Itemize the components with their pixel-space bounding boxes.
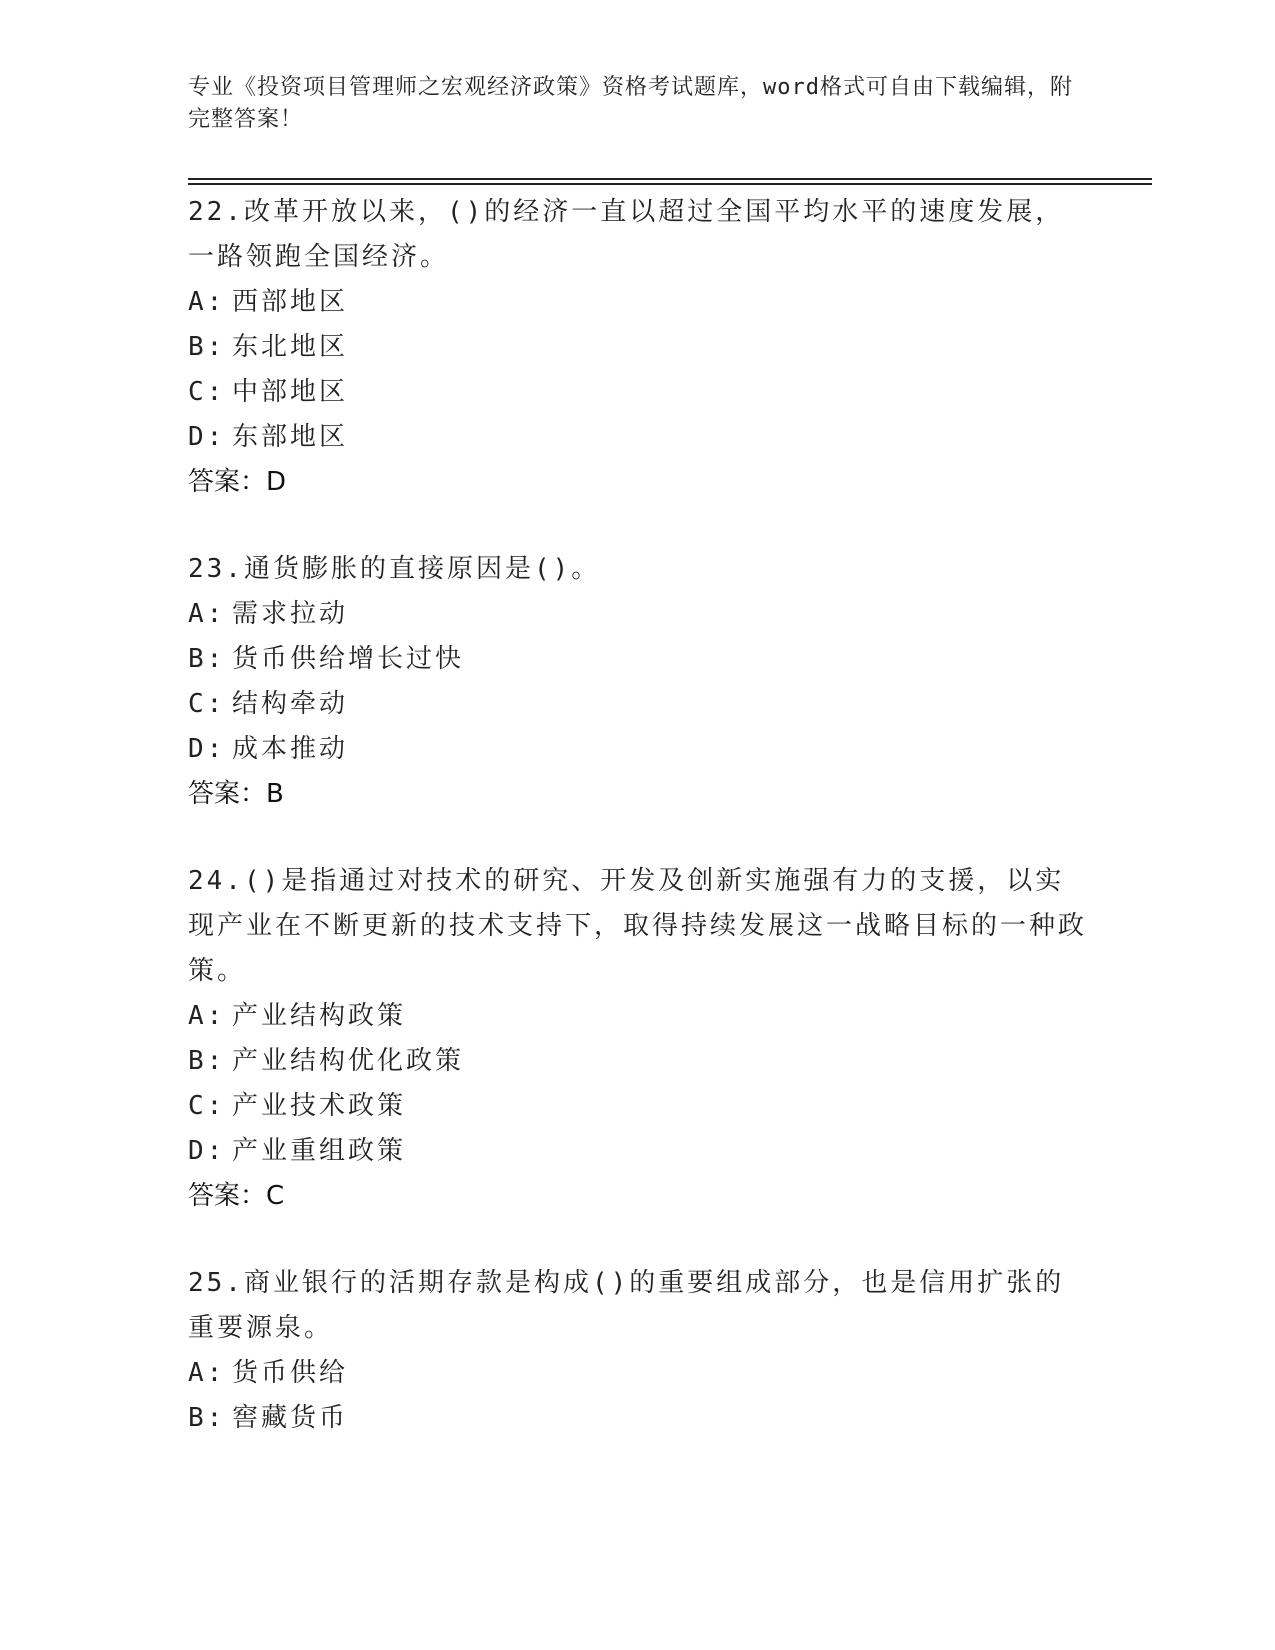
question-stem: 22.改革开放以来，()的经济一直以超过全国平均水平的速度发展，一路领跑全国经济。	[188, 197, 1065, 272]
question-23	[188, 547, 1088, 817]
answer-line: 答案：B	[188, 779, 284, 809]
option-letter: A:	[188, 1001, 226, 1031]
header-divider-top	[188, 178, 1152, 180]
option-letter: C:	[188, 1091, 226, 1121]
option-letter: A:	[188, 287, 226, 317]
option-text: 货币供给增长过快	[232, 644, 465, 674]
option-text: 需求拉动	[232, 599, 349, 629]
option-text: 产业技术政策	[232, 1091, 407, 1121]
option-letter: C:	[188, 689, 226, 719]
option-letter: B:	[188, 1403, 226, 1433]
option-text: 产业结构优化政策	[232, 1046, 465, 1076]
option-letter: B:	[188, 332, 226, 362]
question-25	[188, 1261, 1088, 1441]
option-c	[188, 682, 1088, 727]
option-letter: C:	[188, 377, 226, 407]
option-text: 货币供给	[232, 1358, 349, 1388]
option-a	[188, 280, 1088, 325]
question-stem: 25.商业银行的活期存款是构成()的重要组成部分，也是信用扩张的重要源泉。	[188, 1268, 1065, 1343]
option-letter: D:	[188, 1136, 226, 1166]
option-text: 东北地区	[232, 332, 349, 362]
option-a	[188, 592, 1088, 637]
option-b	[188, 1396, 1088, 1441]
option-b	[188, 637, 1088, 682]
answer-line: 答案：C	[188, 1181, 285, 1211]
option-d	[188, 727, 1088, 772]
header-divider-bottom	[188, 183, 1152, 185]
answer-line: 答案：D	[188, 467, 287, 497]
question-stem: 23.通货膨胀的直接原因是()。	[188, 554, 601, 584]
option-text: 东部地区	[232, 422, 349, 452]
question-list	[188, 190, 1088, 1483]
option-letter: A:	[188, 1358, 226, 1388]
option-text: 产业结构政策	[232, 1001, 407, 1031]
question-22	[188, 190, 1088, 505]
option-a	[188, 1351, 1088, 1396]
option-b	[188, 1039, 1088, 1084]
option-c	[188, 1084, 1088, 1129]
option-text: 结构牵动	[232, 689, 349, 719]
option-text: 窖藏货币	[232, 1403, 349, 1433]
option-text: 中部地区	[232, 377, 349, 407]
option-d	[188, 415, 1088, 460]
document-header: 专业《投资项目管理师之宏观经济政策》资格考试题库，word格式可自由下载编辑，附完整答案！	[188, 75, 1073, 132]
option-b	[188, 325, 1088, 370]
question-24	[188, 859, 1088, 1219]
option-letter: B:	[188, 1046, 226, 1076]
option-letter: D:	[188, 734, 226, 764]
option-text: 产业重组政策	[232, 1136, 407, 1166]
option-d	[188, 1129, 1088, 1174]
question-stem: 24.()是指通过对技术的研究、开发及创新实施强有力的支援，以实现产业在不断更新的技术支持下，取得持续发展这一战略目标的一种政策。	[188, 866, 1088, 986]
option-letter: A:	[188, 599, 226, 629]
option-c	[188, 370, 1088, 415]
option-text: 成本推动	[232, 734, 349, 764]
option-text: 西部地区	[232, 287, 349, 317]
option-letter: B:	[188, 644, 226, 674]
option-a	[188, 994, 1088, 1039]
option-letter: D:	[188, 422, 226, 452]
